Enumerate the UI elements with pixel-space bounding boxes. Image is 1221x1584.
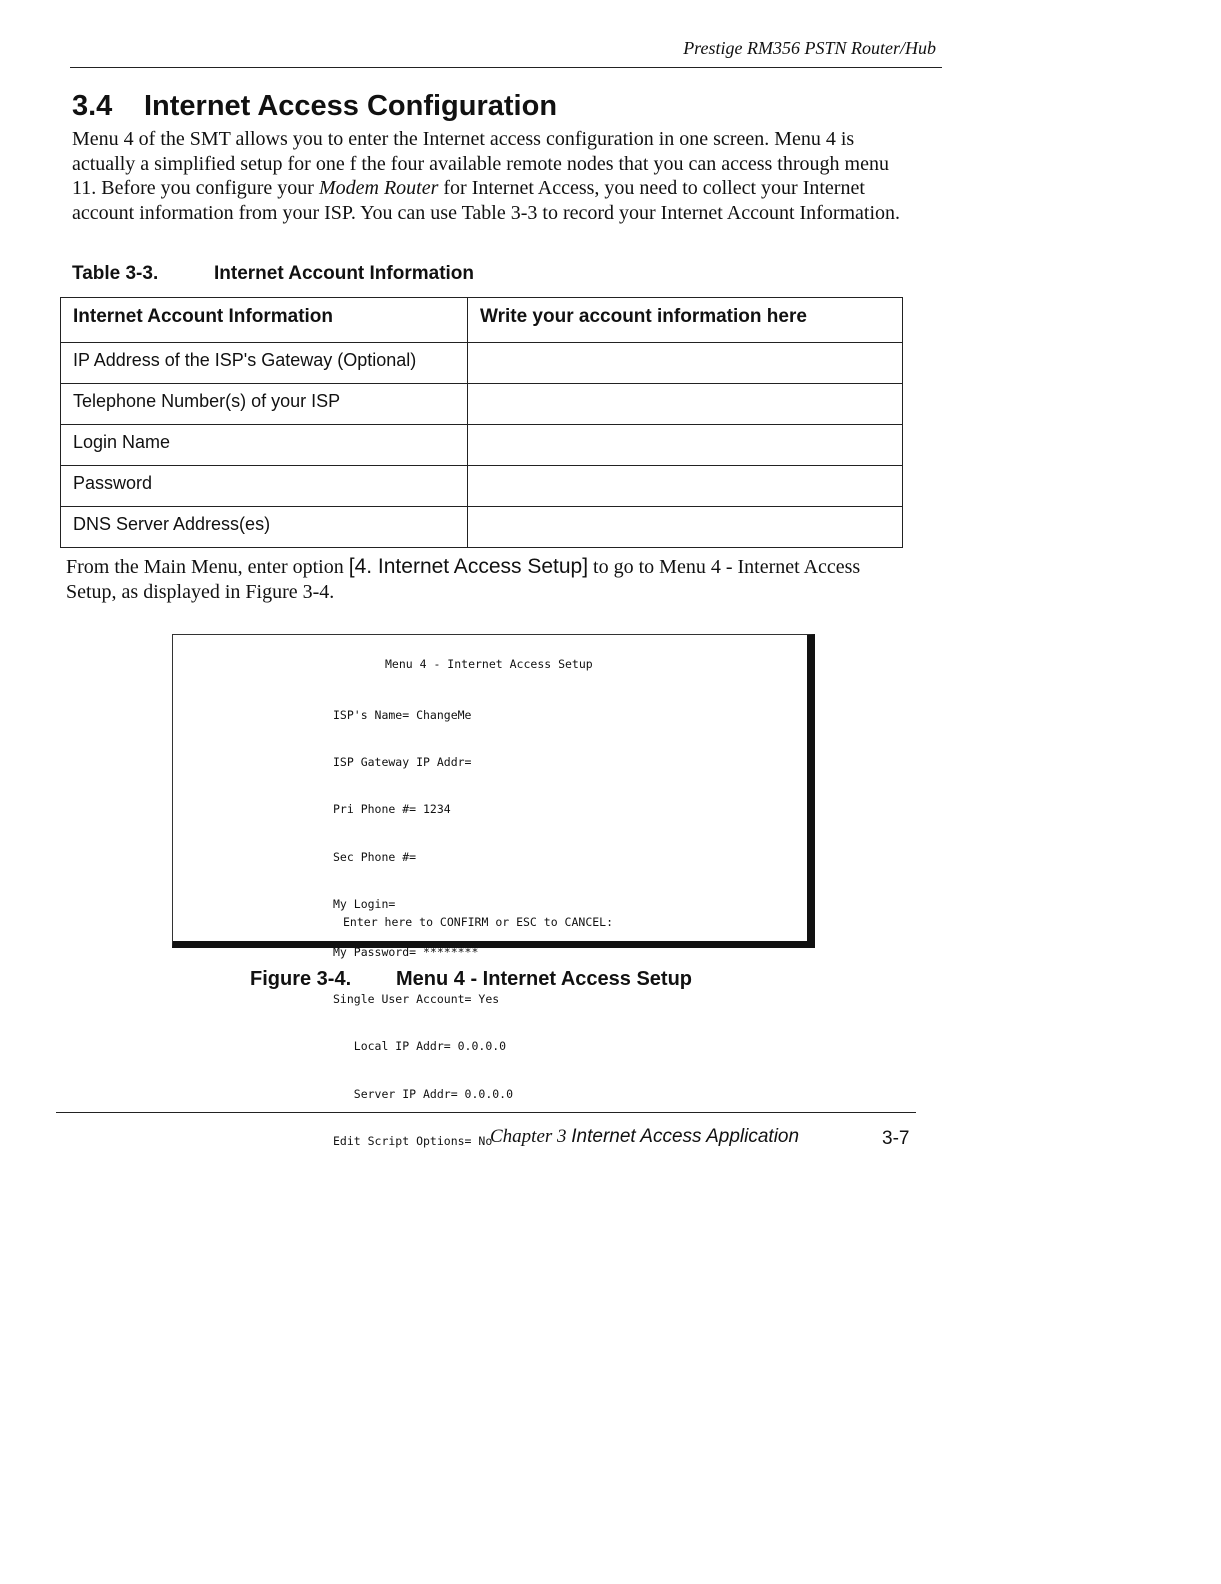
table-row-blank [468,466,903,507]
terminal-line: My Password= ******** [333,944,479,959]
table-row-blank [468,425,903,466]
terminal-prompt: Enter here to CONFIRM or ESC to CANCEL: [343,915,614,929]
terminal-line: ISP Gateway IP Addr= [333,754,472,769]
table-row-label: Password [61,466,468,507]
running-header: Prestige RM356 PSTN Router/Hub [683,38,936,58]
terminal-line: ISP's Name= ChangeMe [333,707,472,722]
footer-rule [56,1112,916,1113]
table-row-label: Login Name [61,425,468,466]
footer-chapter-number: Chapter 3 [490,1126,567,1147]
section-number: 3.4 [72,90,113,122]
table-row-label: Telephone Number(s) of your ISP [61,384,468,425]
terminal-line: Local IP Addr= 0.0.0.0 [333,1039,507,1054]
table-caption-number: Table 3-3. [72,263,159,284]
table-caption [72,263,474,285]
intro-text-1: Menu 4 of the SMT allows you to enter the Internet access configuration in one screen. Menu 4 is actually a simplified setup for one f the four available remote nodes that you can access through menu 11. Before you configure your [72,128,889,199]
terminal-line: My Login= [333,897,396,912]
header-rule [70,67,942,68]
footer-chapter [490,1126,799,1148]
table-row-blank [468,507,903,548]
table-row-blank [468,384,903,425]
table-row-label: IP Address of the ISP's Gateway (Optional) [61,343,468,384]
section-heading [72,90,557,123]
instruction-text-2: to go to Menu 4 - Internet Access Setup, as displayed in Figure 3-4. [66,556,861,603]
table-header-row [61,298,903,343]
table-row [61,384,903,425]
table-caption-title: Internet Account Information [214,263,475,284]
intro-text-2: for Internet Access, you need to collect your Internet account information from your ISP. You can use Table 3-3 to record your Internet Account Information. [72,177,901,224]
table-header-cell: Write your account information here [468,298,903,343]
terminal-line: Edit Script Options= No [333,1134,493,1149]
intro-italic: Modem Router [318,177,439,199]
terminal-menu-title: Menu 4 - Internet Access Setup [385,657,593,671]
instruction-paragraph [66,555,886,604]
table-row [61,425,903,466]
terminal-line: Single User Account= Yes [333,991,500,1006]
figure-caption-title: Menu 4 - Internet Access Setup [396,968,692,990]
figure-caption [250,968,692,991]
menu-option-reference: [4. Internet Access Setup] [348,555,589,578]
figure-caption-number: Figure 3-4. [250,968,352,990]
table-row [61,343,903,384]
instruction-text-1: From the Main Menu, enter option [66,556,349,578]
table-row [61,507,903,548]
table-row [61,466,903,507]
terminal-line: Sec Phone #= [333,849,417,864]
table-header-cell: Internet Account Information [61,298,468,343]
terminal-line: Server IP Addr= 0.0.0.0 [333,1086,514,1101]
page-number: 3-7 [882,1128,910,1149]
terminal-line: Pri Phone #= 1234 [333,802,451,817]
footer-chapter-title: Internet Access Application [571,1126,800,1147]
section-title: Internet Access Configuration [144,90,558,122]
table-row-blank [468,343,903,384]
table-row-label: DNS Server Address(es) [61,507,468,548]
intro-paragraph [72,127,902,225]
account-info-table [60,297,903,548]
